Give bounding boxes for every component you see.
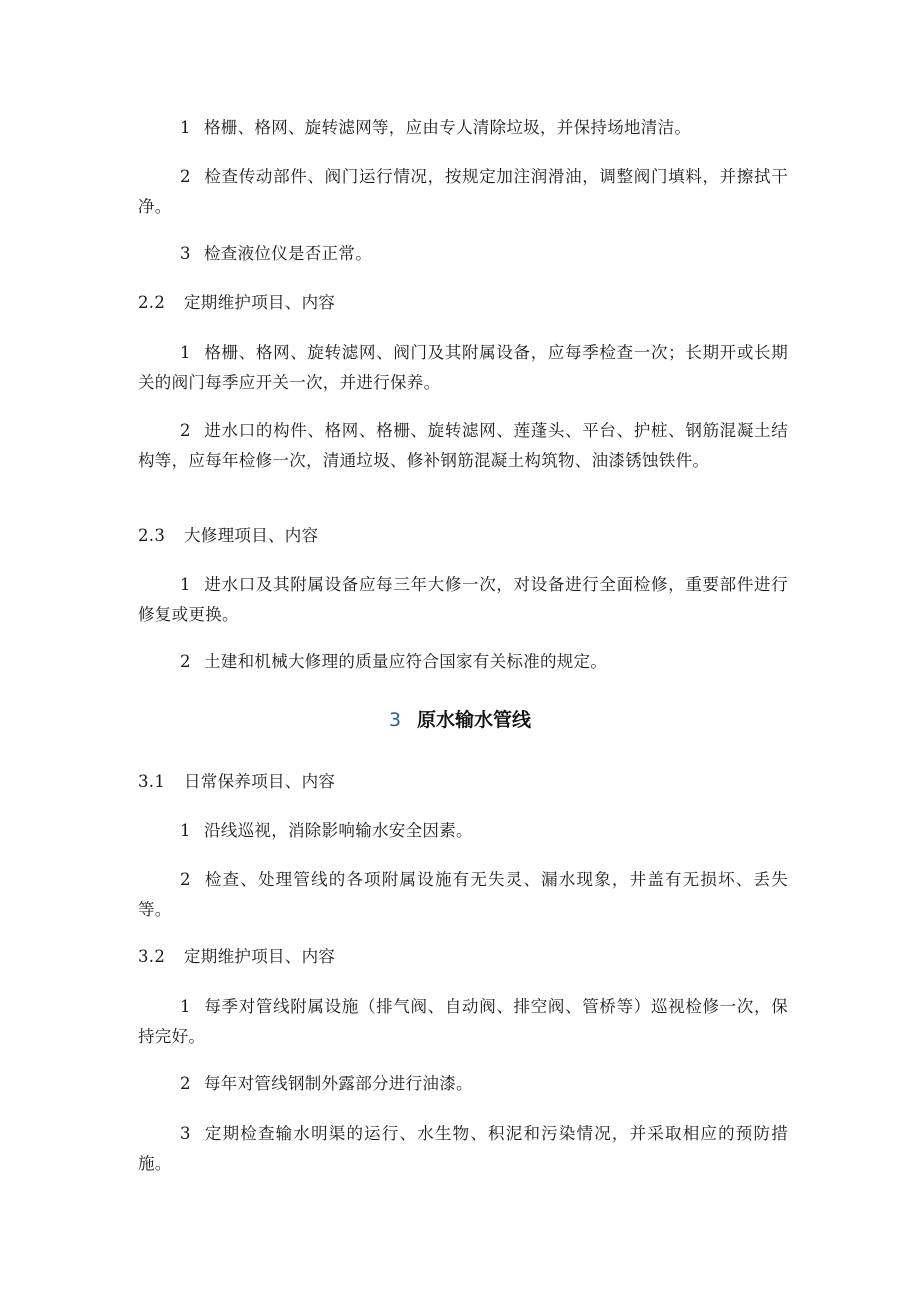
item-text: 土建和机械大修理的质量应符合国家有关标准的规定。 (204, 652, 608, 671)
list-item (138, 239, 788, 269)
item-number: 2 (180, 167, 191, 186)
item-text: 定期检查输水明渠的运行、水生物、积泥和污染情况，并采取相应的预防措施。 (138, 1124, 788, 1173)
item-text: 格栅、格网、旋转滤网等，应由专人清除垃圾，并保持场地清洁。 (204, 118, 692, 137)
item-text: 检查传动部件、阀门运行情况，按规定加注润滑油，调整阀门填料，并擦拭干净。 (138, 167, 788, 216)
item-number: 3 (180, 1124, 191, 1143)
item-number: 1 (180, 118, 191, 137)
list-item (138, 816, 788, 846)
item-number: 3 (180, 244, 191, 263)
list-item (138, 1119, 788, 1179)
item-text: 每年对管线钢制外露部分进行油漆。 (204, 1074, 473, 1093)
section-number: 2.3 (138, 526, 166, 545)
section-heading (138, 767, 788, 797)
item-text: 每季对管线附属设施（排气阀、自动阀、排空阀、管桥等）巡视检修一次，保持完好。 (138, 997, 788, 1046)
chapter-title: 原水输水管线 (417, 709, 532, 731)
item-text: 检查液位仪是否正常。 (204, 244, 372, 263)
item-number: 2 (180, 421, 191, 440)
chapter-heading (0, 706, 920, 734)
item-number: 1 (180, 821, 191, 840)
list-item (138, 865, 788, 925)
list-item (138, 570, 788, 630)
item-number: 2 (180, 652, 191, 671)
section-number: 2.2 (138, 293, 166, 312)
item-text: 沿线巡视，消除影响输水安全因素。 (204, 821, 473, 840)
section-number: 3.2 (138, 947, 166, 966)
item-text: 检查、处理管线的各项附属设施有无失灵、漏水现象，井盖有无损坏、丢失等。 (138, 870, 788, 919)
list-item (138, 992, 788, 1052)
item-text: 格栅、格网、旋转滤网、阀门及其附属设备，应每季检查一次；长期开或长期关的阀门每季应开关一次，并进行保养。 (138, 343, 788, 392)
item-text: 进水口及其附属设备应每三年大修一次，对设备进行全面检修，重要部件进行修复或更换。 (138, 575, 788, 624)
section-number: 3.1 (138, 772, 166, 791)
item-text: 进水口的构件、格网、格栅、旋转滤网、莲蓬头、平台、护桩、钢筋混凝土结构等，应每年检修一次，清通垃圾、修补钢筋混凝土构筑物、油漆锈蚀铁件。 (138, 421, 788, 470)
item-number: 1 (180, 575, 191, 594)
section-title: 大修理项目、内容 (184, 526, 319, 545)
list-item (138, 647, 788, 677)
section-heading (138, 521, 788, 551)
section-title: 定期维护项目、内容 (184, 293, 336, 312)
section-title: 定期维护项目、内容 (184, 947, 336, 966)
list-item (138, 416, 788, 476)
item-number: 1 (180, 343, 191, 362)
section-title: 日常保养项目、内容 (184, 772, 336, 791)
list-item (138, 1069, 788, 1099)
chapter-number: 3 (388, 709, 402, 731)
item-number: 1 (180, 997, 191, 1016)
list-item (138, 338, 788, 398)
list-item (138, 162, 788, 222)
list-item (138, 113, 788, 143)
item-number: 2 (180, 870, 191, 889)
item-number: 2 (180, 1074, 191, 1093)
section-heading (138, 942, 788, 972)
section-heading (138, 288, 788, 318)
